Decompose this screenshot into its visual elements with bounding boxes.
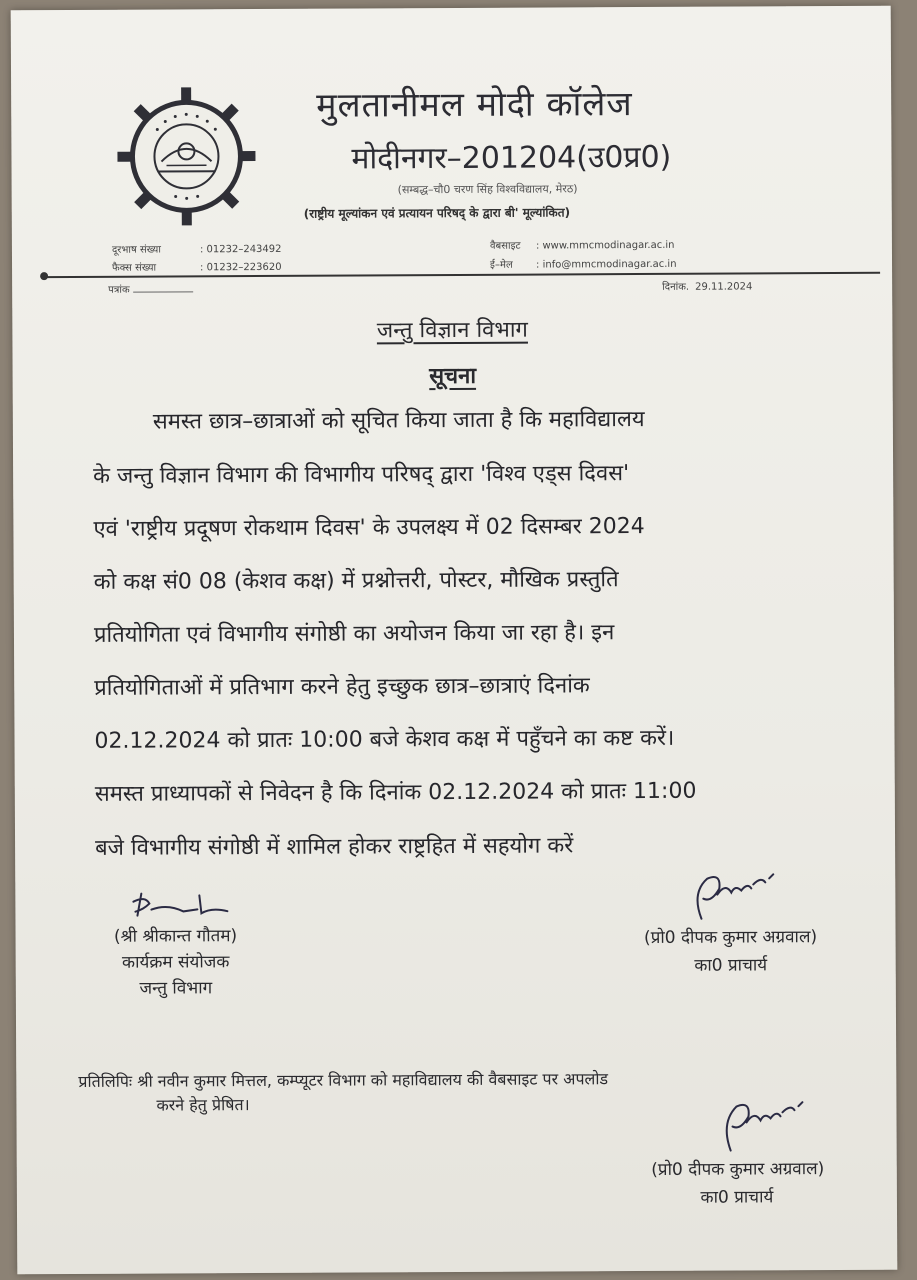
left-signatory-dept: जन्तु विभाग <box>139 978 213 999</box>
date-label: दिनांक <box>662 281 686 293</box>
fax-number: : 01232–223620 <box>200 261 282 274</box>
website-row <box>490 237 675 252</box>
signature-copy <box>712 1096 812 1159</box>
notice-sheet <box>11 6 898 1275</box>
right-signatory-name: (प्रो0 दीपक कुमार अग्रवाल) <box>643 927 818 949</box>
copy-signatory-role: का0 प्राचार्य <box>700 1187 774 1208</box>
signature-left <box>127 887 237 924</box>
phone-row <box>112 241 282 256</box>
left-signatory-name: (श्री श्रीकान्त गौतम) <box>113 926 238 947</box>
website-label: वैबसाइट <box>489 240 521 252</box>
department-title: जन्तु विज्ञान विभाग <box>376 317 528 344</box>
website-url: : www.mmcmodinagar.ac.in <box>535 239 675 252</box>
notice-line-8: समस्त प्राध्यापकों से निवेदन है कि दिनांक 02.12.2024 को प्रातः 11:00 <box>94 778 697 807</box>
notice-line-6: प्रतियोगिताओं में प्रतिभाग करने हेतु इच्छुक छात्र–छात्राएं दिनांक <box>94 673 590 701</box>
notice-line-1: समस्त छात्र–छात्राओं को सूचित किया जाता है कि महाविद्यालय <box>152 406 645 435</box>
college-logo-icon <box>111 81 262 232</box>
college-city-pin: मोदीनगर–201204(उ0प्र0) <box>351 139 672 177</box>
copy-line-2: करने हेतु प्रेषित। <box>156 1095 250 1115</box>
signature-right <box>681 868 791 929</box>
accreditation-text: (राष्ट्रीय मूल्यांकन एवं प्रत्यायन परिषद् के द्वारा बी' मूल्यांकित) <box>303 205 571 221</box>
reference-row <box>108 281 194 295</box>
notice-line-9: बजे विभागीय संगोष्ठी में शामिल होकर राष्ट्रहित में सहयोग करें <box>95 833 574 861</box>
fax-row <box>112 259 282 274</box>
notice-line-5: प्रतियोगिता एवं विभागीय संगोष्ठी का अयोजन किया जा रहा है। इन <box>93 620 615 648</box>
email-row <box>490 256 677 271</box>
notice-line-3: एवं 'राष्ट्रीय प्रदूषण रोकथाम दिवस' के उपलक्ष्य में 02 दिसम्बर 2024 <box>93 514 645 542</box>
phone-label: दूरभाष संख्या <box>111 244 161 256</box>
email-label: ई–मेल <box>490 259 513 271</box>
affiliation-text: (सम्बद्ध–चौ0 चरण सिंह विश्वविद्यालय, मेरठ) <box>397 182 578 197</box>
phone-number: : 01232–243492 <box>199 243 282 256</box>
copy-line-1: प्रतिलिपिः श्री नवीन कुमार मित्तल, कम्प्यूटर विभाग को महाविद्यालय की वैबसाइट पर अपलोड <box>78 1069 609 1091</box>
college-name: मुलतानीमल मोदी कॉलेज <box>316 84 633 126</box>
right-signatory-role: का0 प्राचार्य <box>694 955 768 976</box>
notice-title: सूचना <box>429 363 477 390</box>
email-address: : info@mmcmodinagar.ac.in <box>536 258 677 271</box>
copy-signatory-name: (प्रो0 दीपक कुमार अग्रवाल) <box>651 1159 825 1180</box>
date-row: दिनांक. 29.11.2024 <box>662 281 753 293</box>
notice-line-4: को कक्ष सं0 08 (केशव कक्ष) में प्रश्नोत्तरी, पोस्टर, मौखिक प्रस्तुति <box>93 567 619 595</box>
left-signatory-role: कार्यक्रम संयोजक <box>121 952 230 973</box>
notice-line-7: 02.12.2024 को प्रातः 10:00 बजे केशव कक्ष में पहुँचने का कष्ट करें। <box>94 725 675 754</box>
reference-label: पत्रांक <box>108 284 130 296</box>
date-value: 29.11.2024 <box>695 281 753 293</box>
notice-line-2: के जन्तु विज्ञान विभाग की विभागीय परिषद् द्वारा 'विश्व एड्स दिवस' <box>93 461 630 489</box>
fax-label: फैक्स संख्या <box>112 262 157 274</box>
